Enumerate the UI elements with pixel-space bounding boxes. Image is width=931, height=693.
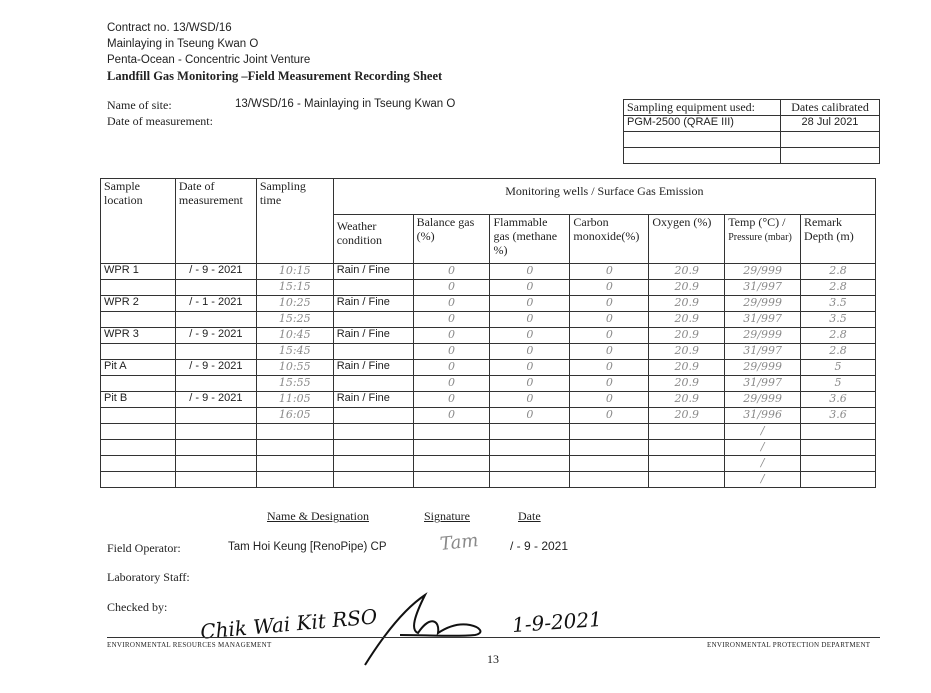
measurement-date: / - 9 - 2021 [175, 392, 256, 408]
header-oxygen: Oxygen (%) [649, 215, 725, 264]
date-heading: Date [518, 509, 541, 523]
oxygen: 20.9 [649, 392, 725, 408]
equipment-header: Sampling equipment used: [624, 100, 781, 116]
balance-gas-second: 0 [413, 344, 490, 360]
laboratory-staff-label: Laboratory Staff: [107, 570, 190, 584]
sheet-title: Landfill Gas Monitoring –Field Measurement Recording Sheet [107, 69, 443, 83]
flammable-gas-second: 0 [490, 312, 570, 328]
temp-pressure: 29/999 [725, 328, 801, 344]
remark-depth: 3.6 [801, 392, 876, 408]
checked-by-label: Checked by: [107, 600, 168, 614]
temp-pressure-second: 31/997 [725, 280, 801, 296]
flammable-gas-second: 0 [490, 280, 570, 296]
field-operator-label: Field Operator: [107, 541, 181, 555]
remark-depth-second: 2.8 [801, 280, 876, 296]
balance-gas: 0 [413, 264, 490, 280]
sampling-time: 10:55 [256, 360, 333, 376]
flammable-gas: 0 [490, 328, 570, 344]
name-designation-heading: Name & Designation [267, 509, 369, 523]
date-of-measurement-label: Date of measurement: [107, 114, 213, 128]
flammable-gas: 0 [490, 392, 570, 408]
sampling-time-second: 15:55 [256, 376, 333, 392]
measurement-date: / - 9 - 2021 [175, 360, 256, 376]
measurement-date: / - 1 - 2021 [175, 296, 256, 312]
table-row [101, 328, 876, 344]
table-row [101, 360, 876, 376]
balance-gas-second: 0 [413, 408, 490, 424]
sampling-time-second: 15:45 [256, 344, 333, 360]
sampling-time: 10:45 [256, 328, 333, 344]
oxygen: 20.9 [649, 296, 725, 312]
carbon-monoxide-second: 0 [570, 408, 649, 424]
signature-heading: Signature [424, 509, 470, 523]
table-row [101, 264, 876, 280]
header-time: Sampling time [256, 179, 333, 264]
oxygen: 20.9 [649, 328, 725, 344]
remark-depth-second: 2.8 [801, 344, 876, 360]
balance-gas: 0 [413, 360, 490, 376]
header-date: Date of measurement [175, 179, 256, 264]
calibration-date: 28 Jul 2021 [781, 116, 880, 132]
carbon-monoxide: 0 [570, 328, 649, 344]
contract-number: Contract no. 13/WSD/16 [107, 22, 232, 34]
weather-condition: Rain / Fine [333, 328, 413, 344]
temp-pressure: 29/999 [725, 360, 801, 376]
header-flammable-gas: Flammable gas (methane %) [490, 215, 570, 264]
header-monitoring-group: Monitoring wells / Surface Gas Emission [333, 179, 875, 215]
weather-condition: Rain / Fine [333, 392, 413, 408]
oxygen: 20.9 [649, 360, 725, 376]
site-name-value: 13/WSD/16 - Mainlaying in Tseung Kwan O [235, 98, 456, 110]
flammable-gas: 0 [490, 296, 570, 312]
sampling-time-second: 16:05 [256, 408, 333, 424]
oxygen-second: 20.9 [649, 376, 725, 392]
remark-depth: 2.8 [801, 264, 876, 280]
flammable-gas-second: 0 [490, 344, 570, 360]
carbon-monoxide-second: 0 [570, 376, 649, 392]
carbon-monoxide: 0 [570, 296, 649, 312]
oxygen: 20.9 [649, 264, 725, 280]
sampling-time: 10:25 [256, 296, 333, 312]
carbon-monoxide: 0 [570, 392, 649, 408]
carbon-monoxide: 0 [570, 264, 649, 280]
header-carbon-monoxide: Carbon monoxide(%) [570, 215, 649, 264]
page-number: 13 [487, 652, 499, 666]
header-remark-depth: Remark Depth (m) [801, 215, 876, 264]
temp-pressure-second: 31/997 [725, 344, 801, 360]
remark-depth-second: 3.5 [801, 312, 876, 328]
header-location: Sample location [101, 179, 176, 264]
checker-signature [360, 585, 500, 670]
site-name-label: Name of site: [107, 98, 172, 112]
flammable-gas-second: 0 [490, 408, 570, 424]
remark-depth-second: 3.6 [801, 408, 876, 424]
equipment-device: PGM-2500 (QRAE III) [624, 116, 781, 132]
balance-gas: 0 [413, 328, 490, 344]
contractor-name: Penta-Ocean - Concentric Joint Venture [107, 54, 311, 66]
oxygen-second: 20.9 [649, 280, 725, 296]
remark-depth: 5 [801, 360, 876, 376]
footer-left: ENVIRONMENTAL RESOURCES MANAGEMENT [107, 641, 272, 649]
sampling-time: 11:05 [256, 392, 333, 408]
monitoring-table: Sample location Date of measurement Sampling time Monitoring wells / Surface Gas Emission Weather condition Balance gas (%) Flammable gas (methane %) Carbon monoxide(%) Oxygen (%) Temp (°C) / Pressure (mbar) Remark Depth (m) WPR 1 / - 9 - 2021 10:15 Rain / Fine 0 0 0 20.9 29/999 2.8 15:15 0 0 0 20.9 31/997 2.8 WPR 2 / - 1 - 2021 10:25 Rain / Fine 0 0 0 20.9 29/999 3.5 15:25 0 0 0 20.9 31/997 3.5 WPR 3 / - 9 - 2021 10:45 Rain / Fine 0 0 0 20.9 29/999 2.8 15:45 0 0 0 20.9 31/997 2.8 Pit A / - 9 - 2021 10:55 Rain / Fine 0 0 0 20.9 29/999 5 15:55 0 0 0 20.9 31/997 5 Pit B / - 9 - 2021 11:05 Rain / Fine 0 0 0 20.9 29/999 3.6 16:05 0 0 0 20.9 31/996 3.6 / / / / [100, 178, 876, 488]
table-row [101, 408, 876, 424]
oxygen-second: 20.9 [649, 408, 725, 424]
carbon-monoxide-second: 0 [570, 280, 649, 296]
field-operator-date: / - 9 - 2021 [510, 539, 569, 553]
sample-location: WPR 3 [101, 328, 176, 344]
balance-gas-second: 0 [413, 312, 490, 328]
temp-pressure-second: 31/996 [725, 408, 801, 424]
table-row [101, 392, 876, 408]
temp-pressure: 29/999 [725, 296, 801, 312]
sample-location: Pit A [101, 360, 176, 376]
footer-right: ENVIRONMENTAL PROTECTION DEPARTMENT [707, 641, 871, 649]
temp-pressure-second: 31/997 [725, 376, 801, 392]
remark-depth: 3.5 [801, 296, 876, 312]
sample-location: WPR 2 [101, 296, 176, 312]
table-row [101, 296, 876, 312]
sampling-time-second: 15:15 [256, 280, 333, 296]
sample-location: Pit B [101, 392, 176, 408]
calibration-header: Dates calibrated [781, 100, 880, 116]
table-row [101, 280, 876, 296]
remark-depth: 2.8 [801, 328, 876, 344]
equipment-table [623, 99, 880, 164]
balance-gas-second: 0 [413, 280, 490, 296]
temp-pressure: 29/999 [725, 264, 801, 280]
balance-gas: 0 [413, 296, 490, 312]
flammable-gas: 0 [490, 264, 570, 280]
field-operator-name: Tam Hoi Keung [RenoPipe) CP [228, 541, 387, 553]
remark-depth-second: 5 [801, 376, 876, 392]
temp-pressure: 29/999 [725, 392, 801, 408]
field-operator-signature: Tam [439, 530, 480, 555]
weather-condition: Rain / Fine [333, 264, 413, 280]
carbon-monoxide-second: 0 [570, 312, 649, 328]
sampling-time-second: 15:25 [256, 312, 333, 328]
header-temp-pressure: Temp (°C) / Pressure (mbar) [725, 215, 801, 264]
oxygen-second: 20.9 [649, 344, 725, 360]
oxygen-second: 20.9 [649, 312, 725, 328]
sampling-time: 10:15 [256, 264, 333, 280]
header-weather: Weather condition [333, 215, 413, 264]
sample-location: WPR 1 [101, 264, 176, 280]
balance-gas: 0 [413, 392, 490, 408]
carbon-monoxide-second: 0 [570, 344, 649, 360]
header-balance-gas: Balance gas (%) [413, 215, 490, 264]
table-row [101, 344, 876, 360]
table-row [101, 376, 876, 392]
balance-gas-second: 0 [413, 376, 490, 392]
checked-by-name: Chik Wai Kit RSO [199, 604, 379, 644]
flammable-gas: 0 [490, 360, 570, 376]
weather-condition: Rain / Fine [333, 360, 413, 376]
temp-pressure-second: 31/997 [725, 312, 801, 328]
checked-by-date: 1-9-2021 [511, 606, 603, 638]
carbon-monoxide: 0 [570, 360, 649, 376]
weather-condition: Rain / Fine [333, 296, 413, 312]
project-name: Mainlaying in Tseung Kwan O [107, 38, 259, 50]
measurement-date: / - 9 - 2021 [175, 264, 256, 280]
measurement-date: / - 9 - 2021 [175, 328, 256, 344]
flammable-gas-second: 0 [490, 376, 570, 392]
footer-rule [107, 637, 880, 638]
table-row [101, 312, 876, 328]
